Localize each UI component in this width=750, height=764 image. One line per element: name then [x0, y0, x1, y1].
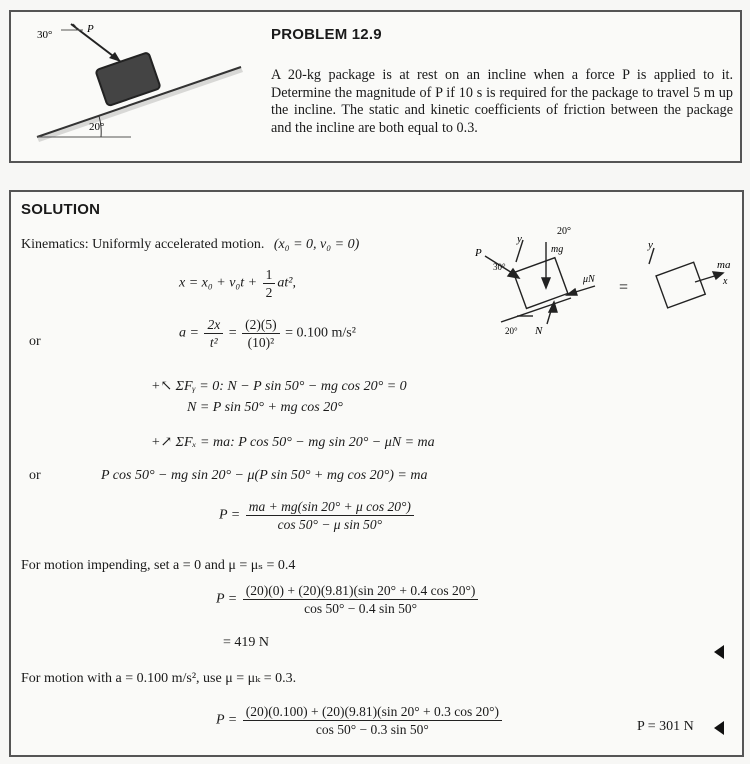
eq-combined: P cos 50° − mg sin 20° − μ(P sin 50° + mg cos 20°) = ma: [101, 468, 428, 483]
eq-p2-frac: [243, 703, 502, 738]
fbd-muN-label: μN: [583, 274, 595, 285]
eq-p-lhs: P =: [219, 507, 244, 523]
fbd-angle30-label: 30°: [493, 262, 506, 272]
eq-sum-fy: +↖ ΣFᵧ = 0: N − P sin 50° − mg cos 20° = 0: [151, 379, 407, 394]
solution-box: [9, 190, 744, 757]
fbd-kinetic-block: [656, 262, 705, 308]
problem-title: PROBLEM 12.9: [271, 26, 382, 43]
fbd-right: [649, 248, 723, 308]
problem-box: [9, 10, 742, 163]
eq-p1-den: cos 50° − 0.4 sin 50°: [304, 601, 418, 616]
fbd-y2-label: y: [648, 239, 653, 251]
eq-acc-lhs: a =: [179, 325, 203, 341]
force-label: P: [87, 23, 94, 35]
eq-p2-den: cos 50° − 0.3 sin 50°: [315, 722, 429, 737]
eq-position-tail: at²,: [277, 275, 296, 291]
eq-p1-lhs: P =: [216, 591, 241, 607]
eq-p-frac: [246, 498, 414, 533]
eq-normal: N = P sin 50° + mg cos 20°: [187, 400, 343, 415]
final-answer: P = 301 N: [637, 719, 694, 734]
problem-figure: [11, 12, 251, 162]
eq-acc-num2: (2)(5): [242, 316, 279, 334]
free-body-diagram: [471, 222, 741, 352]
force-angle-label: 30°: [37, 29, 53, 41]
p1-result: = 419 N: [223, 635, 270, 650]
eq-p1-num: (20)(0) + (20)(9.81)(sin 20° + 0.4 cos 20°): [243, 582, 479, 600]
eq-sum-fx: +↗ ΣFₓ = ma: P cos 50° − mg sin 20° − μN = ma: [151, 435, 435, 450]
eq-acc-frac1: [204, 316, 223, 351]
eq-position-den: 2: [265, 285, 273, 300]
fbd-N-label: N: [535, 325, 543, 337]
eq-acc-den1: t²: [209, 335, 218, 350]
impending-text: For motion impending, set a = 0 and μ = μₛ = 0.4: [21, 558, 296, 573]
fbd-P-label: P: [475, 247, 482, 259]
eq-p2-num: (20)(0.100) + (20)(9.81)(sin 20° + 0.3 cos 20°): [243, 703, 502, 721]
eq-position-lhs: x = x₀ + v₀t +: [179, 275, 261, 291]
answer-marker-2: [714, 721, 724, 735]
solution-title: SOLUTION: [21, 201, 101, 218]
or-label-2: or: [29, 468, 41, 483]
eq-acc-den2: (10)²: [247, 335, 275, 350]
eq-p2-lhs: P =: [216, 712, 241, 728]
kinematics-label: Kinematics: Uniformly accelerated motion.: [21, 237, 265, 252]
eq-p-num: ma + mg(sin 20° + μ cos 20°): [246, 498, 414, 516]
eq-acc-result: = 0.100 m/s²: [281, 325, 356, 341]
motion-text: For motion with a = 0.100 m/s², use μ = μₖ = 0.3.: [21, 671, 297, 686]
eq-acceleration: [179, 316, 356, 351]
answer-marker-1: [714, 645, 724, 659]
eq-acc-frac2: [242, 316, 279, 351]
eq-p-den: cos 50° − μ sin 50°: [277, 517, 382, 532]
or-label-1: or: [29, 334, 41, 349]
eq-position: [179, 266, 296, 301]
fbd-equals: =: [619, 279, 629, 296]
fbd-ma-label: ma: [717, 259, 731, 271]
fbd-y-label: y: [517, 233, 522, 245]
eq-position-num: 1: [263, 266, 276, 284]
fbd-mg-label: mg: [551, 244, 564, 255]
eq-position-fraction: [263, 266, 276, 301]
eq-acc-mid: =: [225, 325, 241, 341]
incline-angle-label: 20°: [89, 121, 105, 133]
fbd-block: [513, 258, 567, 309]
fbd-angle20b-label: 20°: [505, 326, 518, 336]
fbd-x-label: x: [723, 276, 728, 287]
kinematics-text: [21, 237, 359, 253]
kinematics-condition: (x₀ = 0, v₀ = 0): [273, 237, 360, 252]
fbd-left: [485, 240, 595, 324]
fbd-angle20-label: 20°: [557, 226, 571, 237]
eq-p-general: [219, 498, 416, 533]
eq-p1-frac: [243, 582, 479, 617]
eq-p-motion: [216, 703, 504, 738]
problem-statement: A 20-kg package is at rest on an incline when a force P is applied to it. Determine the magnitude of P if 10 s is required for the package to travel 5 m up the incline. The static and kinetic coefficients of friction between the package and the incline are both equal to 0.3.: [271, 67, 733, 136]
eq-acc-num1: 2x: [204, 316, 223, 334]
eq-p-impending: [216, 582, 480, 617]
